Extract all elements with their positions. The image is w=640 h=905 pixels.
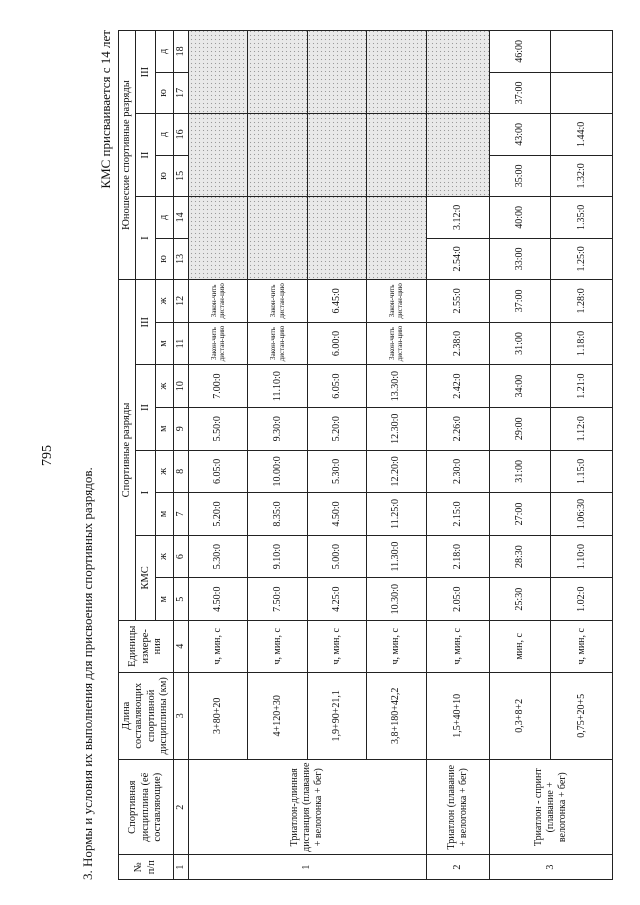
value-cell: 25:30 [490,578,551,621]
page-number: 795 [40,445,55,466]
youth-value-cell: 46:00 [490,31,551,73]
table-row [307,31,366,880]
row-units: ч, мин, с [248,620,307,672]
youth-value-cell: 33:00 [490,238,551,279]
row-length: 4+120+30 [248,672,307,759]
header-youth-rank-2: II [136,114,156,197]
value-cell: 5.30:0 [307,450,366,493]
value-cell: 1.12:0 [551,407,613,450]
value-cell: 1.02:0 [551,578,613,621]
row-length: 0,75+20+5 [551,672,613,759]
table-row [367,31,426,880]
value-cell: 1.10:0 [551,535,613,578]
value-cell: 1.18:0 [551,322,613,365]
shaded-cell [426,31,489,114]
column-number: 10 [173,365,188,408]
header-youth-rank-1: I [136,197,156,280]
value-cell: 5.50:0 [189,407,248,450]
shaded-cell [307,31,366,114]
header-rank-3: III [136,280,156,365]
column-number: 18 [173,31,188,73]
value-cell: 5.20:0 [307,407,366,450]
youth-value-cell: 1.35:0 [551,197,613,238]
shaded-cell [367,197,426,280]
value-cell: 34:00 [490,365,551,408]
header-yu: ю [156,72,174,113]
header-num: № п/п [119,855,174,880]
row-num: 3 [490,855,613,880]
column-number: 15 [173,155,188,196]
youth-value-cell: 40:00 [490,197,551,238]
shaded-cell [307,114,366,197]
shaded-cell [248,197,307,280]
value-cell: 2.38:0 [426,322,489,365]
section-title: 3. Нормы и условия их выполнения для присвоения спортивных разрядов. [80,467,95,880]
value-cell: 5.20:0 [189,493,248,536]
row-units: мин, с [490,620,551,672]
header-zh: ж [156,365,174,408]
row-discipline: Триатлон-длинная дистанция (плавание + велогонка + бег) [189,760,427,855]
row-discipline: Триатлон - спринт (плавание + велогонка + бег) [490,760,613,855]
value-cell: 1.06:30 [551,493,613,536]
row-length: 1,9+90+21,1 [307,672,366,759]
shaded-cell [367,114,426,197]
column-number: 9 [173,407,188,450]
shaded-cell [189,114,248,197]
value-cell: 31:00 [490,450,551,493]
column-number: 8 [173,450,188,493]
youth-value-cell: 43:00 [490,114,551,155]
value-cell: 1.21:0 [551,365,613,408]
table-row [248,31,307,880]
value-cell: 4.25:0 [307,578,366,621]
value-cell: 6.00:0 [307,322,366,365]
youth-value-cell: 3.12:0 [426,197,489,238]
value-cell: 6.45:0 [307,280,366,323]
shaded-cell [189,197,248,280]
youth-value-cell: 2.54:0 [426,238,489,279]
value-cell: 2.42:0 [426,365,489,408]
row-units: ч, мин, с [307,620,366,672]
youth-value-cell [551,31,613,73]
kms-age-note: КМС присваивается с 14 лет [98,30,113,189]
column-number: 13 [173,238,188,279]
value-cell: 12.30:0 [367,407,426,450]
column-number: 11 [173,322,188,365]
column-number: 6 [173,535,188,578]
value-cell: 10.30:0 [367,578,426,621]
row-length: 1,5+40+10 [426,672,489,759]
youth-value-cell: 1.25:0 [551,238,613,279]
value-cell: 31:00 [490,322,551,365]
table-row [490,31,551,880]
header-m: м [156,322,174,365]
table-row [426,31,489,880]
header-rank-2: II [136,365,156,450]
row-num: 1 [189,855,427,880]
youth-value-cell: 1.32:0 [551,155,613,196]
column-number: 17 [173,72,188,113]
column-number: 12 [173,280,188,323]
value-cell: 7.00:0 [189,365,248,408]
column-number: 4 [173,620,188,672]
row-units: ч, мин, с [189,620,248,672]
column-number: 16 [173,114,188,155]
value-cell: 28:30 [490,535,551,578]
value-cell: Закон-чить дистан-цию [189,280,248,323]
value-cell: Закон-чить дистан-цию [248,280,307,323]
value-cell: 6.05:0 [307,365,366,408]
value-cell: 12.20:0 [367,450,426,493]
value-cell: 2.15:0 [426,493,489,536]
value-cell: 27:00 [490,493,551,536]
value-cell: 2.18:0 [426,535,489,578]
shaded-cell [189,31,248,114]
norms-table [118,30,613,880]
value-cell: 11.30:0 [367,535,426,578]
youth-value-cell: 1.44:0 [551,114,613,155]
value-cell: 2.55:0 [426,280,489,323]
value-cell: Закон-чить дистан-цию [248,322,307,365]
header-d: д [156,197,174,238]
header-d: д [156,31,174,73]
value-cell: 9.30:0 [248,407,307,450]
value-cell: 5.30:0 [189,535,248,578]
column-number: 5 [173,578,188,621]
value-cell: 11.25:0 [367,493,426,536]
value-cell: Закон-чить дистан-цию [189,322,248,365]
shaded-cell [248,114,307,197]
column-number: 7 [173,493,188,536]
row-units: ч, мин, с [551,620,613,672]
value-cell: 1.15:0 [551,450,613,493]
table-row [189,31,248,880]
header-discipline: Спортивная дисциплина (её составляющие) [119,760,174,855]
header-d: д [156,114,174,155]
value-cell: 4.50:0 [307,493,366,536]
shaded-cell [248,31,307,114]
header-yu: ю [156,238,174,279]
value-cell: 2.26:0 [426,407,489,450]
column-number: 1 [173,855,188,880]
value-cell: 10.00:0 [248,450,307,493]
header-yu: ю [156,155,174,196]
header-m: м [156,578,174,621]
shaded-cell [307,197,366,280]
shaded-cell [426,114,489,197]
header-sport-ranks: Спортивные разряды [119,280,136,621]
youth-value-cell [551,72,613,113]
value-cell: 2.05:0 [426,578,489,621]
value-cell: 7.50:0 [248,578,307,621]
value-cell: Закон-чить дистан-цию [367,280,426,323]
row-length: 3+80+20 [189,672,248,759]
value-cell: 5.00:0 [307,535,366,578]
column-number: 2 [173,760,188,855]
header-m: м [156,493,174,536]
header-zh: ж [156,280,174,323]
value-cell: 1.28:0 [551,280,613,323]
column-number-row [173,31,188,880]
youth-value-cell: 37:00 [490,72,551,113]
header-zh: ж [156,450,174,493]
shaded-cell [367,31,426,114]
header-rank-1: I [136,450,156,535]
column-number: 14 [173,197,188,238]
row-discipline: Триатлон (плавание + велогонка + бег) [426,760,489,855]
value-cell: 13.30:0 [367,365,426,408]
header-m: м [156,407,174,450]
row-units: ч, мин, с [426,620,489,672]
youth-value-cell: 35:00 [490,155,551,196]
row-length: 3,8+180+42,2 [367,672,426,759]
row-num: 2 [426,855,489,880]
header-youth-ranks: Юношеские спортивные разряды [119,31,136,280]
value-cell: 8.35:0 [248,493,307,536]
value-cell: 6.05:0 [189,450,248,493]
row-length: 0,3+8+2 [490,672,551,759]
value-cell: 9.10:0 [248,535,307,578]
header-units: Единицы измере-ния [119,620,174,672]
row-units: ч, мин, с [367,620,426,672]
value-cell: 2.30:0 [426,450,489,493]
value-cell: 11.10:0 [248,365,307,408]
header-length: Длина составляющих спортивной дисциплины (км) [119,672,174,759]
rotated-page-content [80,30,620,880]
value-cell: Закон-чить дистан-цию [367,322,426,365]
value-cell: 29:00 [490,407,551,450]
table-row [551,31,613,880]
header-zh: ж [156,535,174,578]
value-cell: 4.50:0 [189,578,248,621]
header-row-1 [119,31,136,880]
header-youth-rank-3: III [136,31,156,114]
column-number: 3 [173,672,188,759]
header-kms: КМС [136,535,156,620]
value-cell: 37:00 [490,280,551,323]
